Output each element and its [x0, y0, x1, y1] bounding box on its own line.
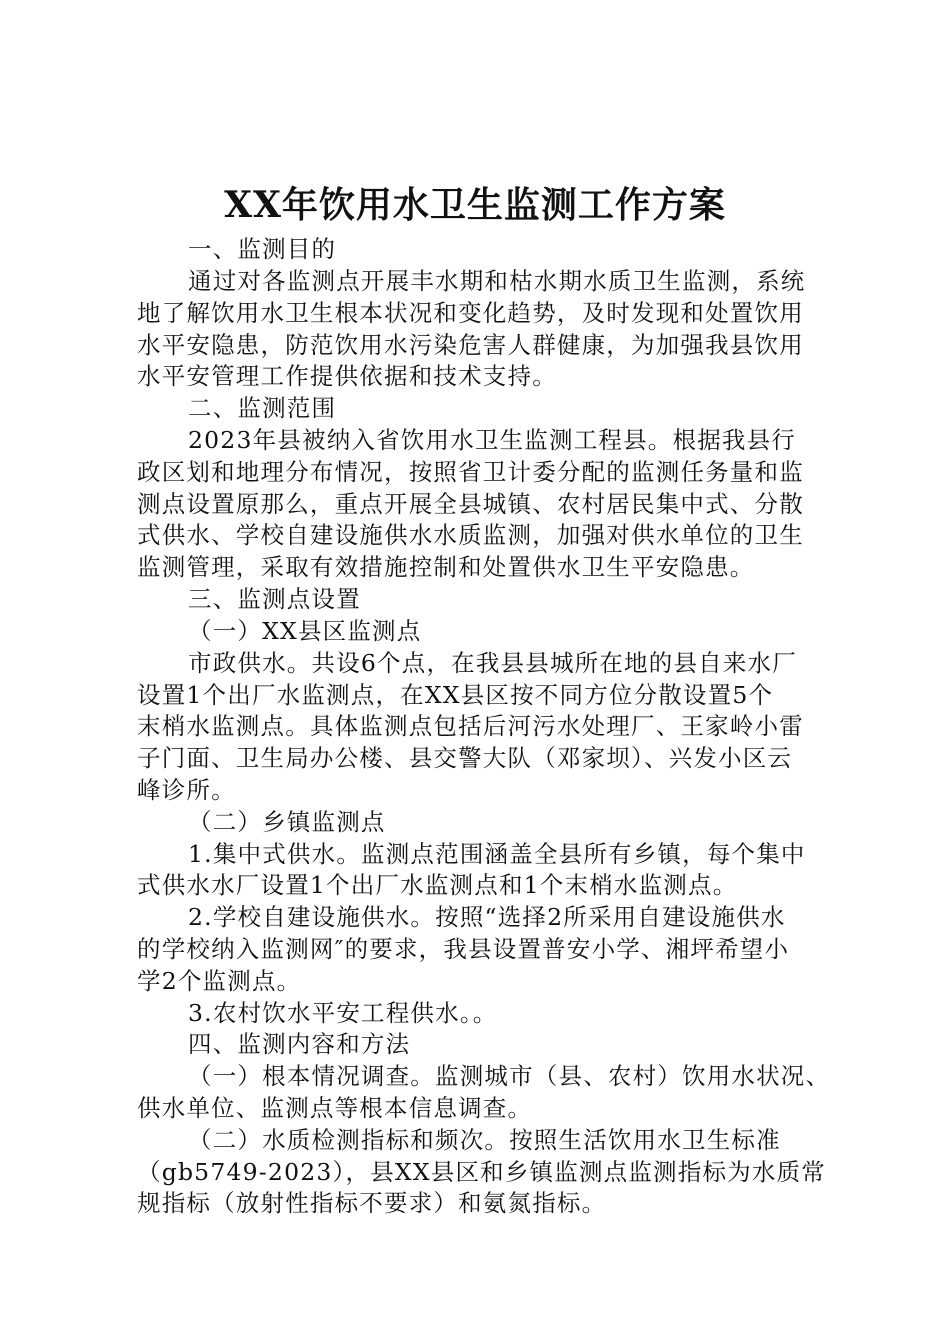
document-title: XX年饮用水卫生监测工作方案	[224, 184, 726, 226]
paragraph-line: 地了解饮用水卫生根本状况和变化趋势，及时发现和处置饮用	[137, 299, 804, 327]
paragraph-line: 通过对各监测点开展丰水期和枯水期水质卫生监测，系统	[188, 267, 806, 295]
subheading: （二）乡镇监测点	[188, 808, 386, 836]
paragraph-line: 2023年县被纳入省饮用水卫生监测工程县。根据我县行	[188, 426, 797, 454]
paragraph-line: 式供水水厂设置1个出厂水监测点和1个末梢水监测点。	[137, 871, 738, 899]
paragraph-line: 监测管理，采取有效措施控制和处置供水卫生平安隐患。	[137, 553, 755, 581]
paragraph-line: 峰诊所。	[137, 776, 236, 804]
paragraph-line: （gb5749-2023），县XX县区和乡镇监测点监测指标为水质常	[137, 1158, 826, 1186]
heading-section-3: 三、监测点设置	[188, 585, 361, 613]
paragraph-line: 市政供水。共设6个点，在我县县城所在地的县自来水厂	[188, 649, 797, 677]
paragraph-line: 水平安管理工作提供依据和技术支持。	[137, 362, 557, 390]
subheading: （一）XX县区监测点	[188, 617, 422, 645]
paragraph-line: 水平安隐患，防范饮用水污染危害人群健康，为加强我县饮用	[137, 331, 804, 359]
paragraph-line: 政区划和地理分布情况，按照省卫计委分配的监测任务量和监	[137, 458, 804, 486]
paragraph-line: 设置1个出厂水监测点，在XX县区按不同方位分散设置5个	[137, 681, 774, 709]
paragraph-line: 1.集中式供水。监测点范围涵盖全县所有乡镇，每个集中	[188, 840, 806, 868]
heading-section-2: 二、监测范围	[188, 394, 337, 422]
paragraph-line: （二）水质检测指标和频次。按照生活饮用水卫生标准	[188, 1126, 781, 1154]
paragraph-line: （一）根本情况调查。监测城市（县、农村）饮用水状况、	[188, 1062, 831, 1090]
paragraph-line: 供水单位、监测点等根本信息调查。	[137, 1094, 533, 1122]
paragraph-line: 3.农村饮水平安工程供水。。	[188, 999, 498, 1027]
paragraph-line: 式供水、学校自建设施供水水质监测，加强对供水单位的卫生	[137, 521, 804, 549]
paragraph-line: 2.学校自建设施供水。按照“选择2所采用自建设施供水	[188, 903, 786, 931]
paragraph-line: 规指标（放射性指标不要求）和氨氮指标。	[137, 1189, 607, 1217]
paragraph-line: 学2个监测点。	[137, 967, 302, 995]
paragraph-line: 测点设置原那么，重点开展全县城镇、农村居民集中式、分散	[137, 490, 804, 518]
paragraph-line: 的学校纳入监测网″的要求，我县设置普安小学、湘坪希望小	[137, 935, 790, 963]
heading-section-4: 四、监测内容和方法	[188, 1030, 411, 1058]
paragraph-line: 子门面、卫生局办公楼、县交警大队（邓家坝）、兴发小区云	[137, 744, 793, 772]
paragraph-line: 末梢水监测点。具体监测点包括后河污水处理厂、王家岭小雷	[137, 712, 804, 740]
heading-section-1: 一、监测目的	[188, 235, 337, 263]
